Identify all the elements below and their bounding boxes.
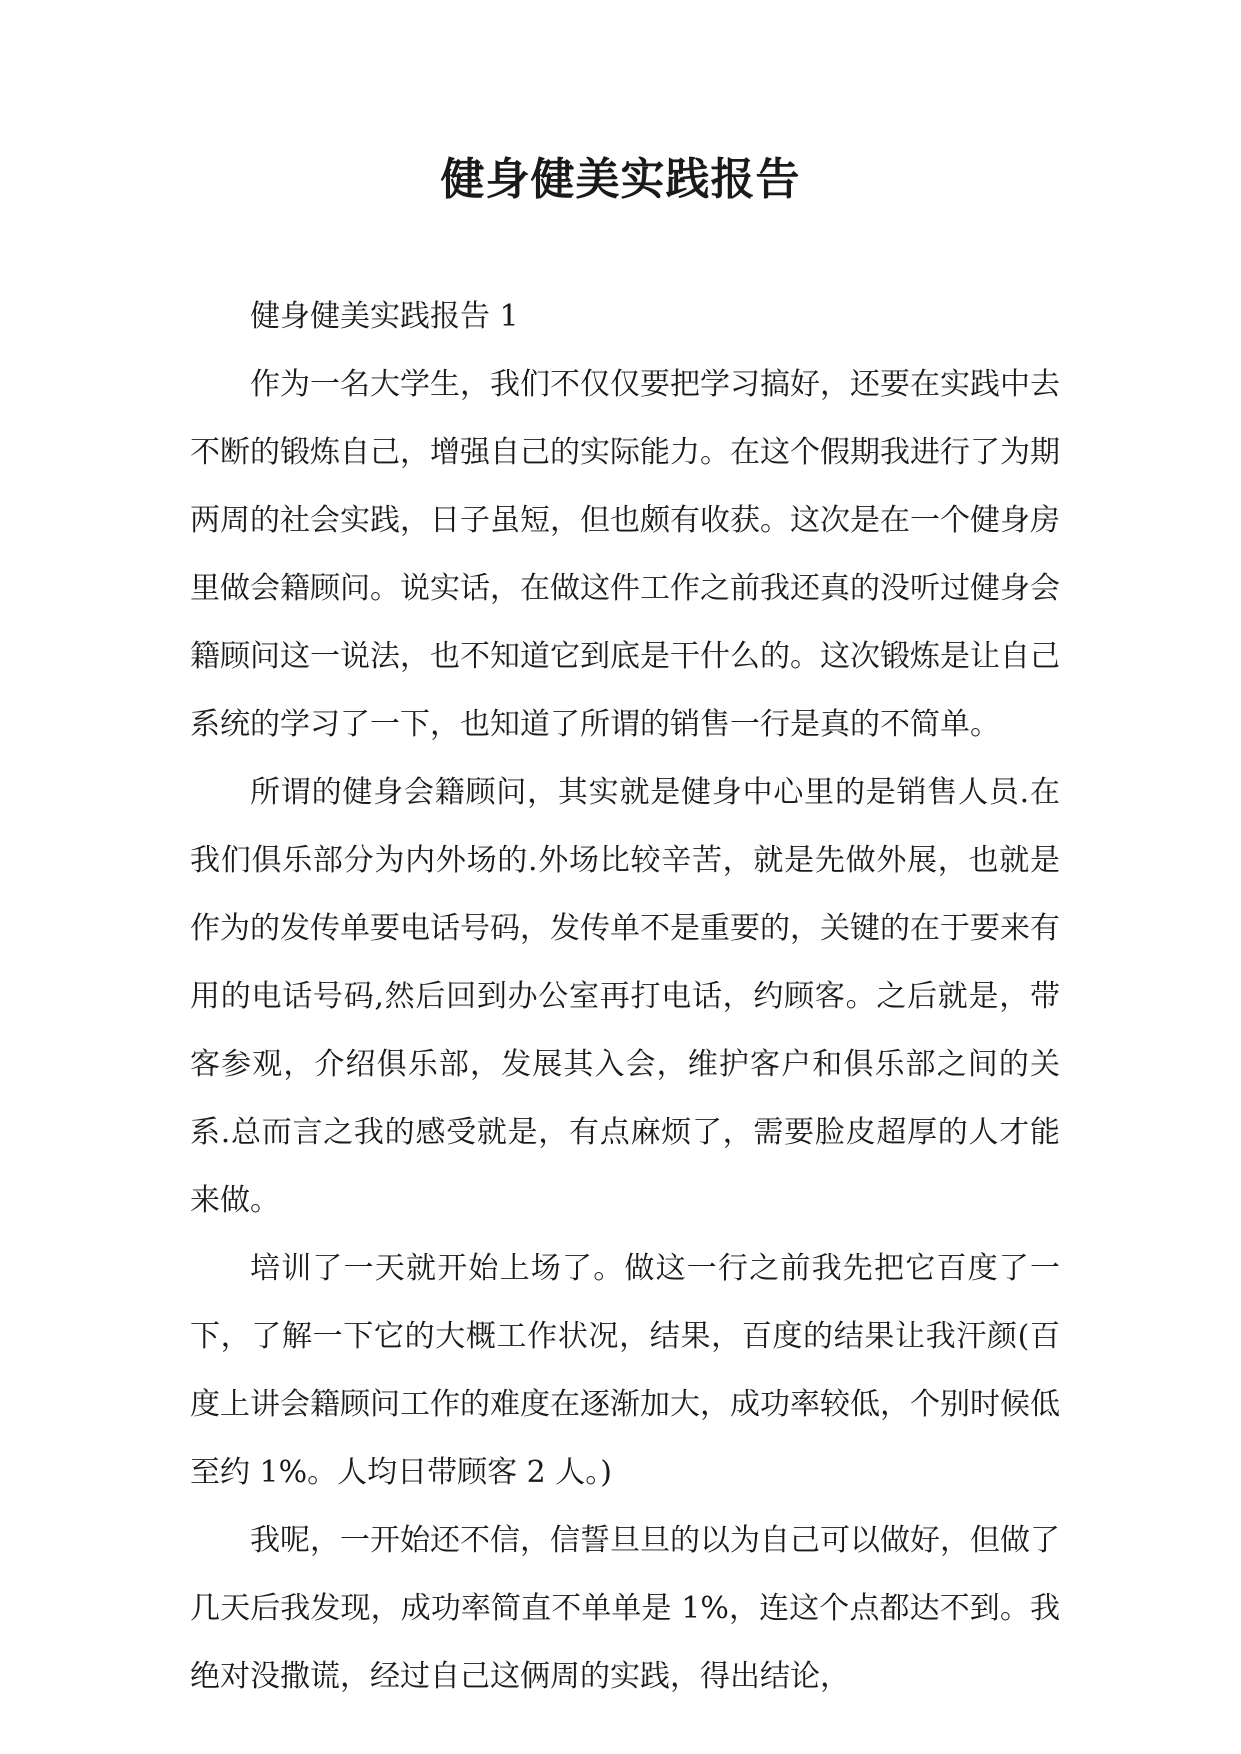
paragraph-1: 作为一名大学生，我们不仅仅要把学习搞好，还要在实践中去不断的锻炼自己，增强自己的实际能力。在这个假期我进行了为期两周的社会实践，日子虽短，但也颇有收获。这次是在一个健身房里做会籍顾问。说实话，在做这件工作之前我还真的没听过健身会籍顾问这一说法，也不知道它到底是干什么的。这次锻炼是让自己系统的学习了一下，也知道了所谓的销售一行是真的不简单。: [190, 367, 1060, 742]
paragraph-2: 所谓的健身会籍顾问，其实就是健身中心里的是销售人员.在我们俱乐部分为内外场的.外场比较辛苦，就是先做外展，也就是作为的发传单要电话号码，发传单不是重要的，关键的在于要来有用的电话号码,然后回到办公室再打电话，约顾客。之后就是，带客参观，介绍俱乐部，发展其入会，维护客户和俱乐部之间的关系.总而言之我的感受就是，有点麻烦了，需要脸皮超厚的人才能来做。: [190, 775, 1060, 1218]
document-body: [190, 283, 1060, 1711]
paragraph-3: 培训了一天就开始上场了。做这一行之前我先把它百度了一下，了解一下它的大概工作状况，结果，百度的结果让我汗颜(百度上讲会籍顾问工作的难度在逐渐加大，成功率较低，个别时候低至约 1%。人均日带顾客 2 人。): [190, 1251, 1060, 1490]
section-heading: 健身健美实践报告 1: [250, 299, 519, 334]
paragraph-4: 我呢，一开始还不信，信誓旦旦的以为自己可以做好，但做了几天后我发现，成功率简直不单单是 1%，连这个点都达不到。我绝对没撒谎，经过自己这俩周的实践，得出结论，: [190, 1523, 1060, 1694]
document-title: 健身健美实践报告: [440, 154, 801, 205]
